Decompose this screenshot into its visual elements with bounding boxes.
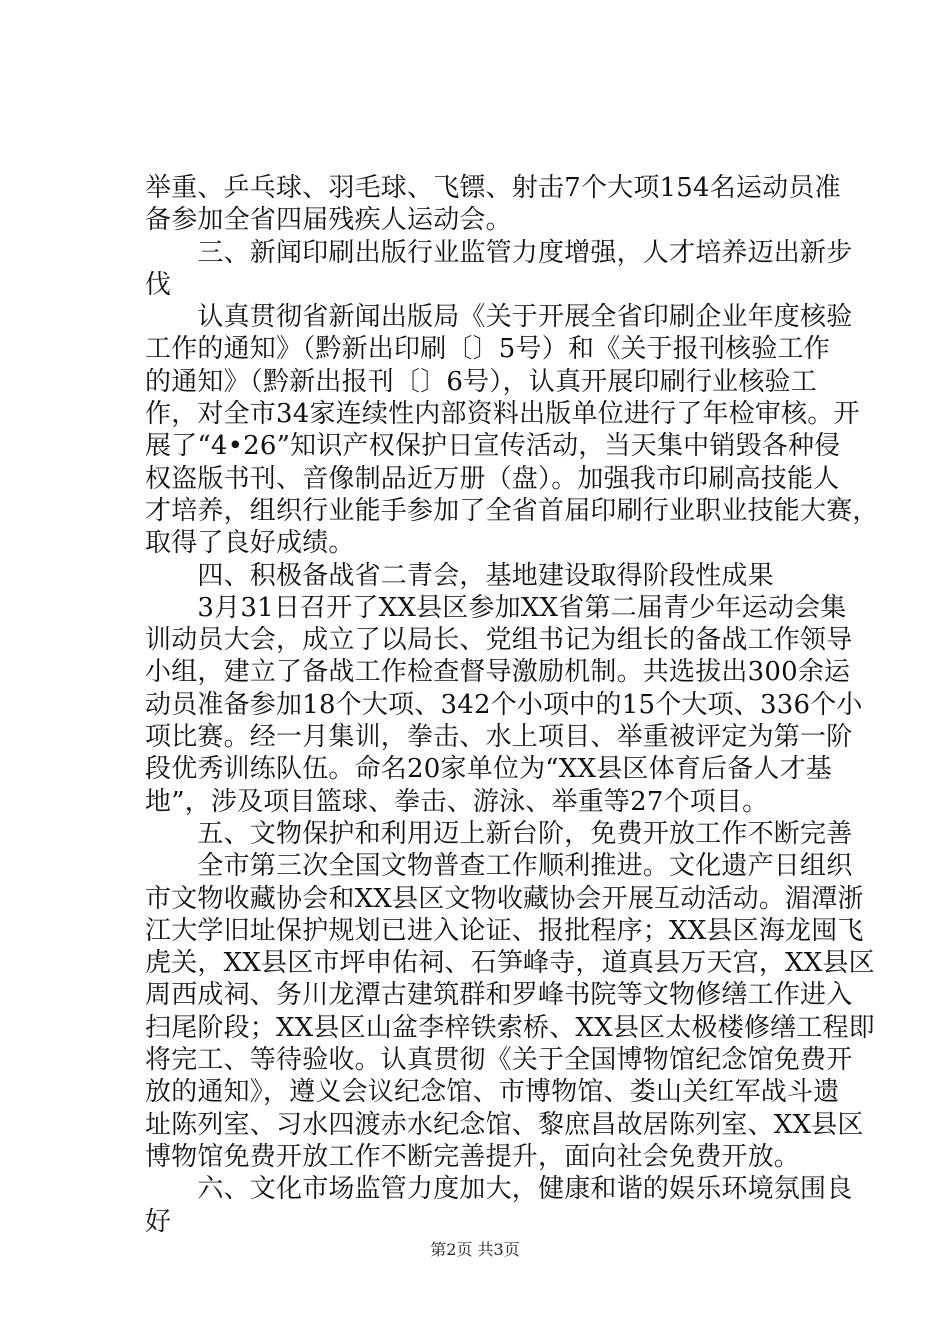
- section-heading: 六、文化市场监管力度加大，健康和谐的娱乐环境氛围良: [145, 1174, 853, 1205]
- text-line: 认真贯彻省新闻出版局《关于开展全省印刷企业年度核验: [145, 302, 853, 333]
- section-heading: 四、积极备战省二青会，基地建设取得阶段性成果: [145, 560, 774, 591]
- text-line: 小组，建立了备战工作检查督导激励机制。共选拔出300余运: [145, 657, 851, 688]
- text-line: 江大学旧址保护规划已进入论证、报批程序；XX县区海龙囤飞: [145, 915, 864, 946]
- section-heading: 好: [145, 1206, 172, 1237]
- text-line: 博物馆免费开放工作不断完善提升，面向社会免费开放。: [145, 1141, 801, 1172]
- text-line: 才培养，组织行业能手参加了全省首届印刷行业职业技能大赛，: [145, 495, 879, 526]
- text-line: 段优秀训练队伍。命名20家单位为“XX县区体育后备人才基: [145, 754, 832, 785]
- text-line: 项比赛。经一月集训，拳击、水上项目、举重被评定为第一阶: [145, 722, 853, 753]
- text-line: 市文物收藏协会和XX县区文物收藏协会开展互动活动。湄潭浙: [145, 883, 864, 914]
- section-heading: 伐: [145, 269, 172, 300]
- text-line: 动员准备参加18个大项、342个小项中的15个大项、336个小: [145, 689, 863, 720]
- text-line: 训动员大会，成立了以局长、党组书记为组长的备战工作领导: [145, 625, 853, 656]
- text-line: 地”，涉及项目篮球、拳击、游泳、举重等27个项目。: [145, 786, 769, 817]
- text-line: 展了“4•26”知识产权保护日宣传活动，当天集中销毁各种侵: [145, 431, 841, 462]
- section-heading: 三、新闻印刷出版行业监管力度增强，人才培养迈出新步: [145, 237, 853, 268]
- text-line: 举重、乒乓球、羽毛球、飞镖、射击7个大项154名运动员准: [145, 173, 841, 203]
- text-line: 的通知》（黔新出报刊〔〕6号），认真开展印刷行业核验工: [145, 366, 817, 397]
- text-line: 取得了良好成绩。: [145, 528, 355, 559]
- text-line: 虎关，XX县区市坪申佑祠、石笋峰寺，道真县万天宫，XX县区: [145, 948, 875, 979]
- page-footer: 第2页 共3页: [430, 1240, 520, 1259]
- text-line: 工作的通知》（黔新出印刷〔〕5号）和《关于报刊核验工作: [145, 334, 830, 365]
- text-line: 3月31日召开了XX县区参加XX省第二届青少年运动会集: [145, 592, 847, 623]
- text-line: 全市第三次全国文物普查工作顺利推进。文化遗产日组织: [145, 851, 853, 882]
- text-line: 扫尾阶段；XX县区山盆李梓铁索桥、XX县区太极楼修缮工程即: [145, 1012, 875, 1043]
- section-heading: 五、文物保护和利用迈上新台阶，免费开放工作不断完善: [145, 818, 853, 849]
- text-line: 址陈列室、习水四渡赤水纪念馆、黎庶昌故居陈列室、XX县区: [145, 1109, 864, 1140]
- text-line: 备参加全省四届残疾人运动会。: [145, 205, 512, 236]
- body-text: [145, 172, 879, 1238]
- text-line: 将完工、等待验收。认真贯彻《关于全国博物馆纪念馆免费开: [145, 1045, 853, 1076]
- text-line: 放的通知》，遵义会议纪念馆、市博物馆、娄山关红军战斗遗: [145, 1077, 840, 1108]
- text-line: 权盗版书刊、音像制品近万册（盘）。加强我市印刷高技能人: [145, 463, 840, 494]
- text-line: 周西成祠、务川龙潭古建筑群和罗峰书院等文物修缮工作进入: [145, 980, 853, 1011]
- text-line: 作，对全市34家连续性内部资料出版单位进行了年检审核。开: [145, 399, 860, 430]
